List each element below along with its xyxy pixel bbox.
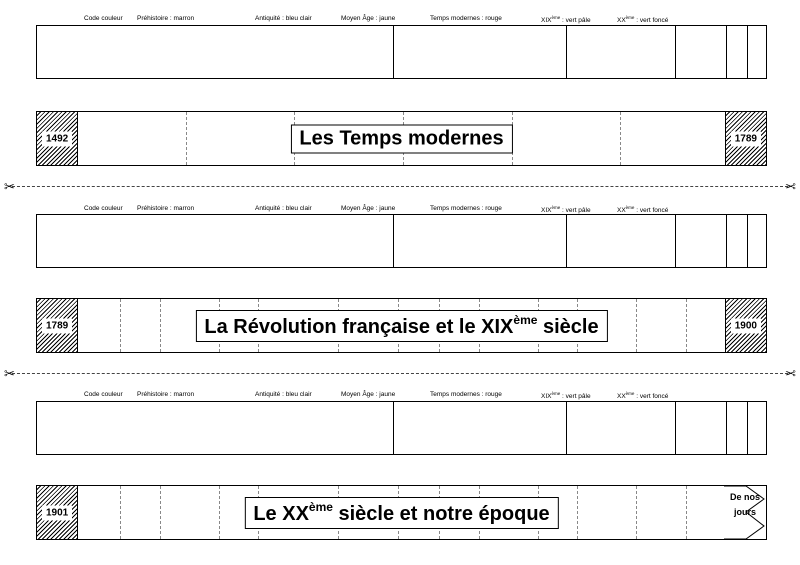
legend-prehistoire: Préhistoire : marron xyxy=(137,15,195,22)
timeline-band xyxy=(36,298,767,353)
legend-xx: XXème : vert foncé xyxy=(617,205,669,214)
band-title: Les Temps modernes xyxy=(290,124,512,153)
legend-moyen-age: Moyen Âge : jaune xyxy=(341,15,396,22)
scissors-icon: ✂ xyxy=(4,179,15,194)
legend-prehistoire: Préhistoire : marron xyxy=(137,391,195,398)
band-end-label: De nos jours xyxy=(729,492,760,517)
color-strip xyxy=(36,25,767,79)
legend-antiquite: Antiquité : bleu clair xyxy=(255,15,312,22)
scissors-icon: ✂ xyxy=(785,179,796,194)
band-start-year: 1492 xyxy=(42,131,72,146)
legend-xix: XIXème : vert pâle xyxy=(541,205,591,214)
band-title: Le XXème siècle et notre époque xyxy=(244,497,558,529)
scissors-icon: ✂ xyxy=(785,366,796,381)
legend-antiquite: Antiquité : bleu clair xyxy=(255,205,312,212)
cut-line xyxy=(12,373,788,374)
legend-moyen-age: Moyen Âge : jaune xyxy=(341,391,396,398)
band-start-year: 1901 xyxy=(42,505,72,520)
legend-antiquite: Antiquité : bleu clair xyxy=(255,391,312,398)
color-strip xyxy=(36,214,767,268)
legend-moyen-age: Moyen Âge : jaune xyxy=(341,205,396,212)
timeline-band xyxy=(36,111,767,166)
legend-xx: XXème : vert foncé xyxy=(617,15,669,24)
legend-code-label: Code couleur xyxy=(84,391,123,398)
color-code-legend xyxy=(36,15,766,25)
color-code-legend xyxy=(36,391,766,401)
legend-prehistoire: Préhistoire : marron xyxy=(137,205,195,212)
legend-xix: XIXème : vert pâle xyxy=(541,15,591,24)
band-start-year: 1789 xyxy=(42,318,72,333)
legend-xix: XIXème : vert pâle xyxy=(541,391,591,400)
band-title: La Révolution française et le XIXème siècle xyxy=(195,310,607,342)
band-end-year: 1789 xyxy=(731,131,761,146)
legend-temps-modernes: Temps modernes : rouge xyxy=(430,205,502,212)
band-end-year: 1900 xyxy=(731,318,761,333)
arrow-end-icon xyxy=(724,486,766,539)
scissors-icon: ✂ xyxy=(4,366,15,381)
legend-code-label: Code couleur xyxy=(84,205,123,212)
timeline-band xyxy=(36,485,767,540)
cut-line xyxy=(12,186,788,187)
legend-temps-modernes: Temps modernes : rouge xyxy=(430,391,502,398)
legend-temps-modernes: Temps modernes : rouge xyxy=(430,15,502,22)
legend-code-label: Code couleur xyxy=(84,15,123,22)
color-strip xyxy=(36,401,767,455)
legend-xx: XXème : vert foncé xyxy=(617,391,669,400)
